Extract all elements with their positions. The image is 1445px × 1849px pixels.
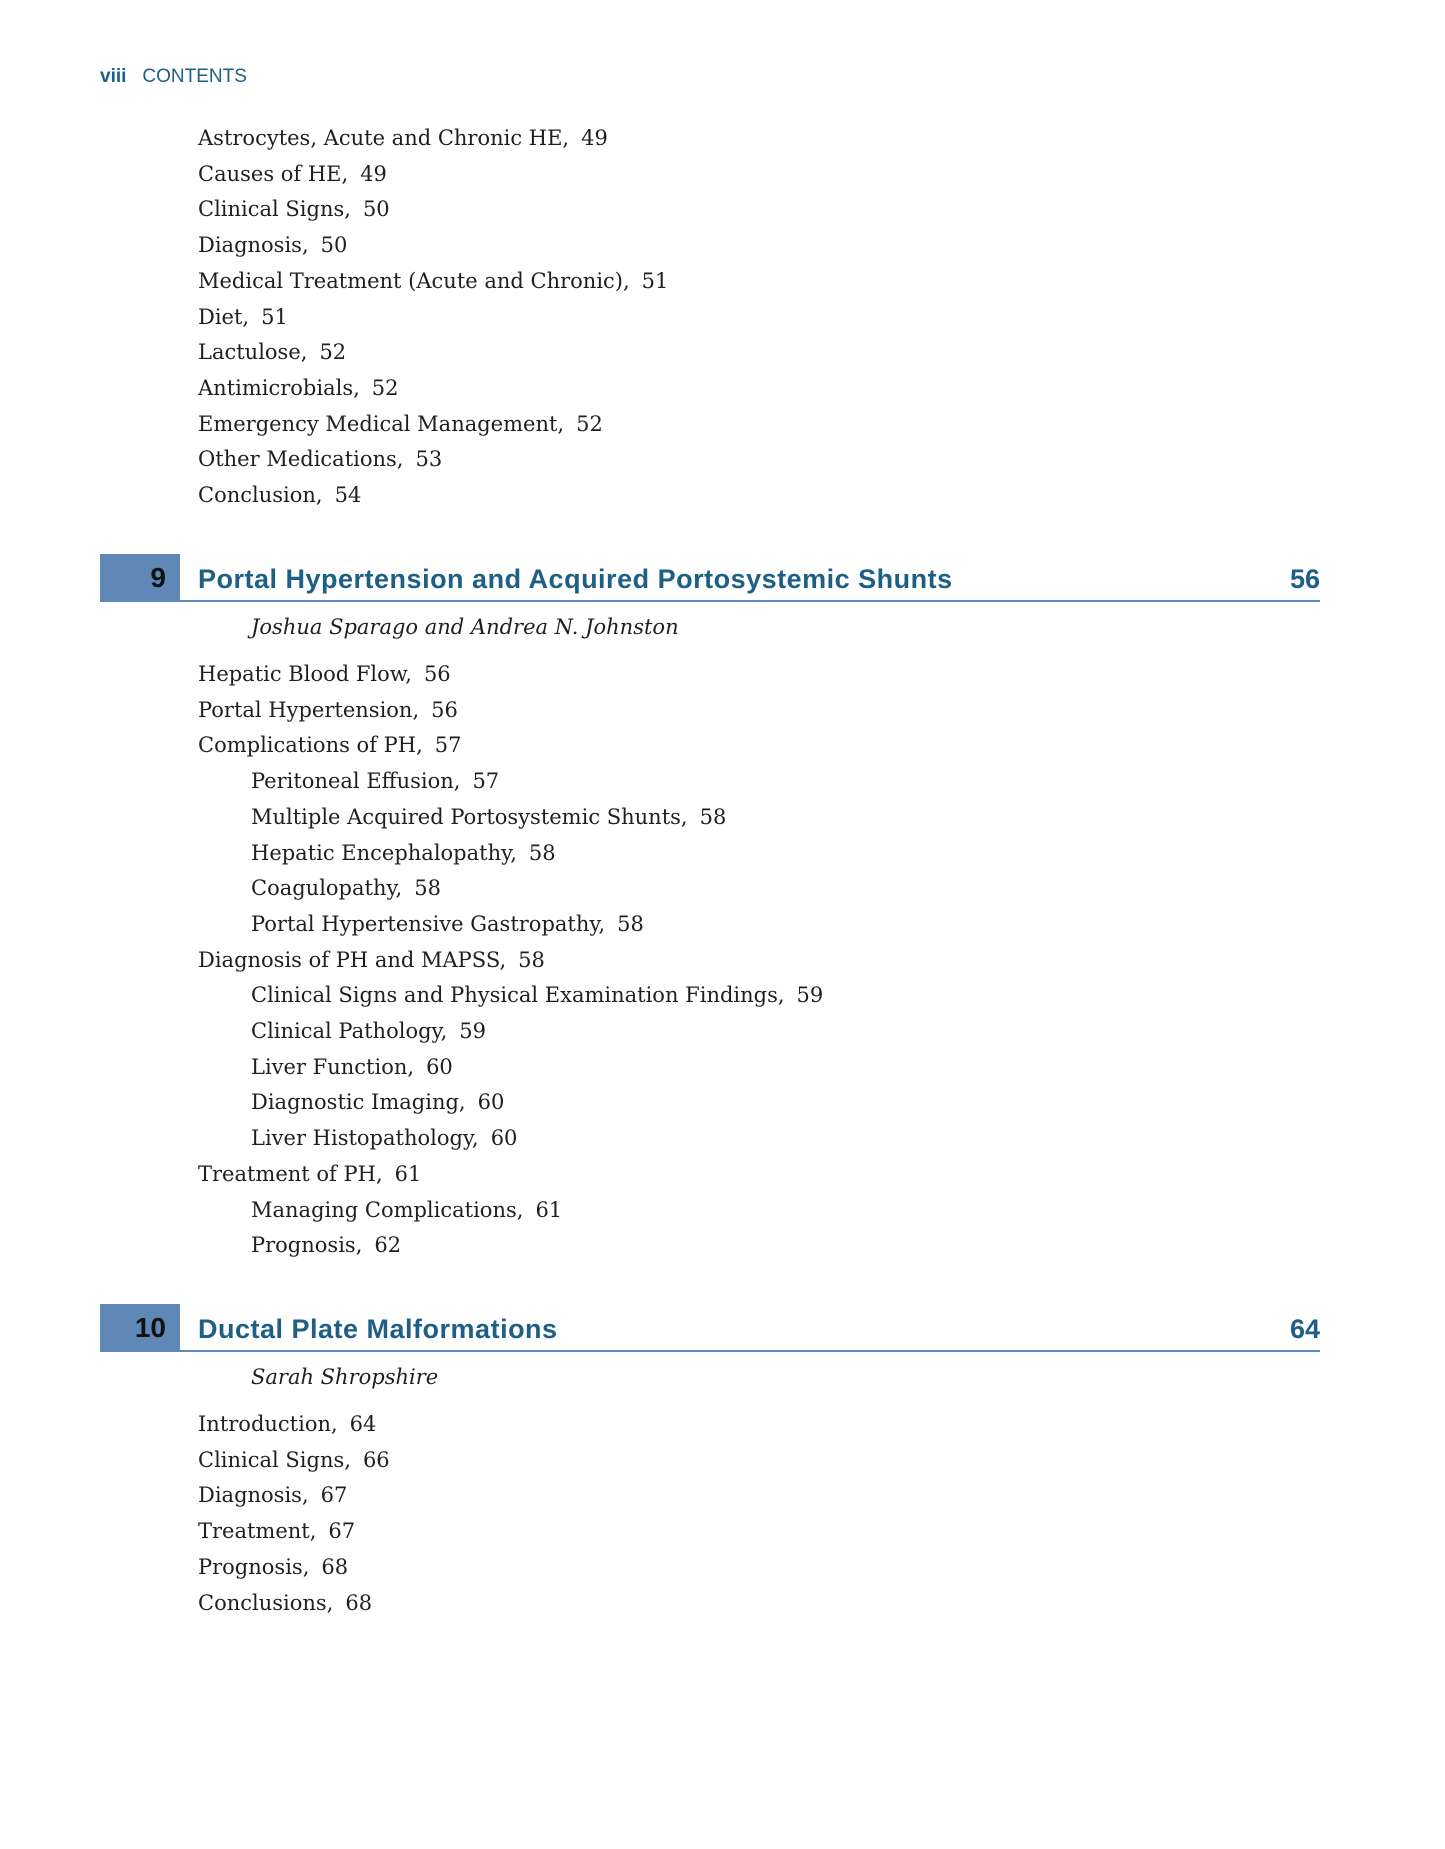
toc-entry[interactable] — [198, 231, 347, 259]
toc-entry-title: Other Medications, — [198, 447, 404, 472]
chapter-page-number: 64 — [1289, 1314, 1320, 1344]
toc-entry-title: Diagnosis, — [198, 233, 309, 258]
toc-entry-title: Liver Function, — [251, 1054, 415, 1079]
toc-entry-page: 66 — [362, 1447, 390, 1472]
toc-entry-title: Introduction, — [198, 1412, 338, 1436]
toc-entry[interactable] — [198, 1410, 376, 1438]
toc-entry-page: 51 — [641, 268, 669, 293]
toc-entry-title: Coagulopathy, — [251, 876, 403, 901]
toc-entry-page: 56 — [431, 697, 458, 722]
chapter-heading[interactable] — [100, 554, 1320, 602]
toc-entry-page: 52 — [576, 411, 603, 436]
toc-entry[interactable] — [251, 1017, 486, 1045]
toc-entry-page: 58 — [699, 804, 727, 829]
toc-entry[interactable] — [198, 731, 462, 759]
toc-entry-title: Medical Treatment (Acute and Chronic), — [198, 268, 630, 293]
toc-entry-page: 56 — [423, 662, 451, 686]
toc-entry[interactable] — [198, 1553, 348, 1581]
toc-entry[interactable] — [198, 660, 451, 688]
toc-entry-title: Diet, — [198, 304, 250, 329]
toc-entry-title: Multiple Acquired Portosystemic Shunts, — [251, 804, 688, 829]
chapter-number-box — [100, 554, 180, 602]
toc-entry-page: 60 — [477, 1090, 505, 1115]
toc-entry-page: 50 — [362, 197, 390, 222]
chapter-title: Ductal Plate Malformations — [198, 1314, 558, 1344]
toc-entry-page: 58 — [617, 911, 644, 936]
toc-entry-page: 68 — [321, 1554, 349, 1579]
toc-entry-page: 49 — [360, 161, 387, 186]
toc-entry-title: Astrocytes, Acute and Chronic HE, — [198, 126, 570, 150]
running-header-label: CONTENTS — [142, 66, 247, 87]
page-folio: viii — [100, 66, 127, 87]
toc-entry-title: Hepatic Blood Flow, — [198, 662, 412, 686]
toc-entry-page: 59 — [459, 1019, 487, 1043]
toc-entry-title: Peritoneal Effusion, — [251, 769, 461, 794]
toc-entry-page: 57 — [434, 733, 462, 758]
toc-entry-title: Treatment of PH, — [198, 1161, 383, 1186]
toc-entry-title: Managing Complications, — [251, 1197, 524, 1222]
toc-entry-page: 57 — [472, 769, 500, 794]
toc-entry-title: Diagnosis of PH and MAPSS, — [198, 947, 507, 972]
toc-entry-page: 58 — [528, 840, 556, 865]
toc-entry[interactable] — [198, 160, 387, 188]
chapter-heading[interactable] — [100, 1304, 1320, 1352]
toc-entry-page: 67 — [320, 1483, 348, 1508]
toc-entry-page: 58 — [518, 947, 545, 972]
toc-entry[interactable] — [198, 410, 603, 438]
toc-entry[interactable] — [198, 946, 545, 974]
toc-entry[interactable] — [198, 338, 346, 366]
toc-entry[interactable] — [251, 874, 441, 902]
toc-entry[interactable] — [251, 839, 556, 867]
toc-entry[interactable] — [198, 124, 608, 152]
toc-entry-title: Clinical Signs and Physical Examination Findings, — [251, 983, 785, 1008]
toc-entry[interactable] — [198, 195, 390, 223]
toc-entry-title: Causes of HE, — [198, 161, 349, 186]
toc-entry[interactable] — [198, 696, 458, 724]
toc-entry-title: Lactulose, — [198, 340, 308, 365]
toc-entry-page: 51 — [261, 304, 288, 329]
toc-entry-title: Portal Hypertensive Gastropathy, — [251, 911, 606, 936]
toc-entry-title: Prognosis, — [198, 1554, 310, 1579]
toc-entry[interactable] — [251, 981, 823, 1009]
toc-entry-title: Emergency Medical Management, — [198, 411, 565, 436]
running-header — [100, 66, 247, 88]
toc-entry[interactable] — [198, 1589, 372, 1617]
toc-entry-title: Clinical Signs, — [198, 1447, 351, 1472]
toc-entry-title: Diagnosis, — [198, 1483, 309, 1508]
toc-entry[interactable] — [251, 1196, 562, 1224]
toc-entry-page: 60 — [426, 1054, 453, 1079]
chapter-authors: Sarah Shropshire — [251, 1365, 439, 1389]
chapter-number: 10 — [134, 1312, 166, 1343]
toc-entry-title: Treatment, — [198, 1519, 317, 1544]
toc-entry[interactable] — [251, 910, 644, 938]
toc-entry-page: 59 — [796, 983, 824, 1008]
toc-entry[interactable] — [198, 445, 442, 473]
toc-entry-page: 68 — [345, 1590, 373, 1615]
chapter-rule — [180, 600, 1320, 602]
toc-entry[interactable] — [198, 1481, 347, 1509]
toc-entry-title: Clinical Pathology, — [251, 1019, 448, 1043]
toc-entry[interactable] — [251, 1124, 517, 1152]
toc-entry-title: Prognosis, — [251, 1233, 363, 1258]
chapter-title: Portal Hypertension and Acquired Portosystemic Shunts — [198, 564, 953, 594]
toc-entry[interactable] — [251, 767, 499, 795]
toc-entry[interactable] — [198, 374, 399, 402]
toc-entry-title: Complications of PH, — [198, 733, 423, 758]
chapter-authors: Joshua Sparago and Andrea N. Johnston — [251, 615, 679, 639]
chapter-rule — [180, 1350, 1320, 1352]
toc-entry-page: 58 — [414, 876, 441, 901]
toc-entry-title: Conclusion, — [198, 483, 323, 507]
toc-entry-title: Antimicrobials, — [198, 375, 360, 400]
toc-entry-title: Liver Histopathology, — [251, 1126, 479, 1151]
toc-entry-page: 62 — [374, 1233, 402, 1258]
chapter-page-number: 56 — [1289, 564, 1320, 594]
toc-entry-page: 61 — [535, 1197, 563, 1222]
chapter-number-box — [100, 1304, 180, 1352]
toc-entry-page: 49 — [581, 126, 608, 150]
toc-entry-page: 64 — [349, 1412, 377, 1436]
toc-entry-page: 60 — [490, 1126, 518, 1151]
chapter-number: 9 — [150, 562, 166, 593]
toc-entry-page: 53 — [415, 447, 443, 472]
toc-entry-page: 52 — [319, 340, 347, 365]
toc-entry-page: 50 — [320, 233, 348, 258]
toc-entry[interactable] — [251, 1231, 401, 1259]
toc-entry-title: Portal Hypertension, — [198, 697, 420, 722]
toc-entry[interactable] — [198, 1517, 355, 1545]
toc-entry-title: Conclusions, — [198, 1590, 334, 1615]
toc-entry-page: 67 — [328, 1519, 356, 1544]
toc-entry[interactable] — [198, 1160, 421, 1188]
toc-entry[interactable] — [251, 1088, 504, 1116]
toc-entry-page: 61 — [394, 1161, 422, 1186]
toc-entry-page: 54 — [334, 483, 362, 507]
toc-entry[interactable] — [198, 1446, 390, 1474]
toc-entry[interactable] — [251, 803, 726, 831]
toc-entry-title: Diagnostic Imaging, — [251, 1090, 466, 1115]
toc-entry-title: Clinical Signs, — [198, 197, 351, 222]
toc-entry-page: 52 — [371, 375, 399, 400]
toc-entry[interactable] — [251, 1053, 453, 1081]
toc-entry-title: Hepatic Encephalopathy, — [251, 840, 517, 865]
toc-entry[interactable] — [198, 481, 361, 509]
toc-entry[interactable] — [198, 267, 668, 295]
toc-entry[interactable] — [198, 303, 288, 331]
